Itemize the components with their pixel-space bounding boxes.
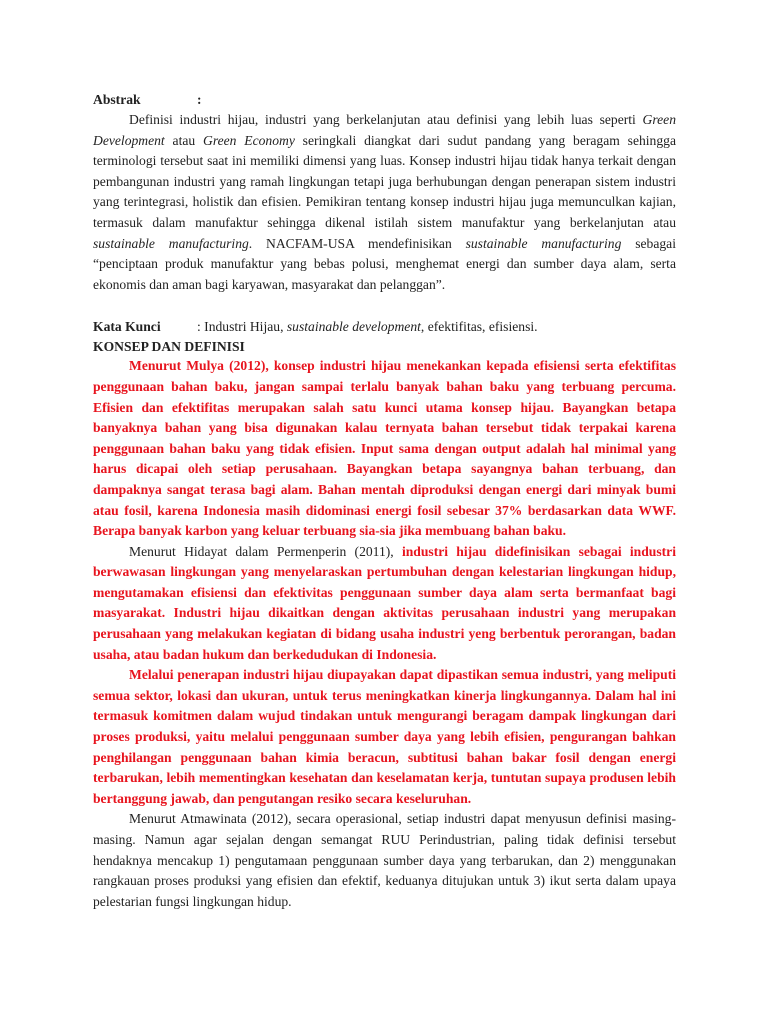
keywords-text-1: Industri Hijau, [200, 319, 287, 335]
paragraph-hidayat [93, 542, 676, 666]
section-title: KONSEP DAN DEFINISI [93, 339, 245, 355]
abstract-text-2: atau [164, 132, 203, 148]
paragraph-mulya: Menurut Mulya (2012), konsep industri hijau menekankan kepada efisiensi serta efektifitas penggunaan bahan baku, jangan sampai terlalu banyak bahan baku yang terbuang percuma. Efisien dan efektifitas merupakan salah satu kunci utama konsep hijau. Bayangkan betapa banyaknya bahan yang bisa digunakan kalau ternyata bahan tersebut tidak terpakai karena penggunaan bahan baku yang tidak efisien. Input sama dengan output adalah hal minimal yang harus dicapai oleh setiap perusahaan. Bayangkan betapa sayangnya bahan terbuang, dan dampaknya sangat terasa bagi alam. Bahan mentah diproduksi dengan energi dari minyak bumi atau fosil, karena Indonesia masih didominasi energi fosil sebesar 37% berdasarkan data WWF. Berapa banyak karbon yang keluar terbuang sia-sia jika membuang bahan baku. [93, 358, 676, 539]
keywords-colon: : [197, 319, 201, 335]
abstract-heading-row [93, 90, 676, 110]
keywords-text-2: , efektifitas, efisiensi. [420, 319, 538, 335]
abstract-text-1: Definisi industri hijau, industri yang berkelanjutan atau definisi yang lebih luas seperti [129, 112, 643, 127]
abstract-colon: : [197, 92, 202, 107]
keywords-term-sustainable-development: sustainable development [286, 319, 421, 335]
abstract-paragraph [93, 110, 676, 295]
paragraph-penerapan: Melalui penerapan industri hijau diupayakan dapat dipastikan semua industri, yang meliputi semua sektor, lokasi dan ukuran, untuk terus meningkatkan kinerja lingkungannya. Dalam hal ini termasuk komitmen dalam wujud tindakan untuk mengurangi beragam dampak lingkungan dari proses produksi, yaitu melalui penggunaan sumber daya yang lebih efisien, pengurangan bahkan penghilangan penggunaan bahan kimia beracun, subtitusi bahan bakar fosil dengan energi terbarukan, lebih mementingkan kesehatan dan keselamatan kerja, tuntutan supaya produsen lebih bertanggung jawab, dan pengutangan resiko secara keseluruhan. [93, 667, 676, 806]
abstract-term-green-economy: Green Economy [203, 132, 295, 148]
paragraph-atmawinata: Menurut Atmawinata (2012), secara operasional, setiap industri dapat menyusun definisi masing-masing. Namun agar sejalan dengan semangat RUU Perindustrian, paling tidak definisi tersebut hendaknya mencakup 1) pengutamaan penggunaan sumber daya yang terbarukan, dan 2) menggunakan rangkauan proses produksi yang efisien dan efektif, keduanya ditujukan untuk 3) ikut serta dalam upaya pelestarian fungsi lingkungan hidup. [93, 811, 676, 909]
paragraph-hidayat-citation: Menurut Hidayat dalam Permenperin (2011), [129, 543, 402, 559]
abstract-term-sustainable-manufacturing: sustainable manufacturing [93, 235, 249, 251]
keywords-values [197, 317, 538, 337]
document-content [93, 90, 676, 912]
spacer [93, 295, 676, 317]
abstract-text-3: seringkali diangkat dari sudut pandang yang beragam sehingga terminologi tersebut saat ini memiliki dimensi yang luas. Konsep industri hijau tidak hanya terkait dengan pembangunan industri yang ramah lingkungan tetapi juga berhubungan dengan penerapan sistem industri yang terintegrasi, holistik dan efisien. Pemikiran tentang konsep industri hijau juga memunculkan kajian, termasuk dalam manufaktur sehingga dikenal istilah sistem manufaktur yang berkelanjutan atau [93, 132, 676, 230]
abstract-text-5: sebagai “penciptaan produk manufaktur yang bebas polusi, menghemat energi dan sumber daya alam, serta ekonomis dan aman bagi karyawan, masyarakat dan pelanggan”. [93, 235, 676, 292]
abstract-term-sustainable-manufacturing-2: sustainable manufacturing [465, 235, 622, 251]
keywords-row [93, 317, 676, 337]
paragraph-hidayat-definition: industri hijau didefinisikan sebagai industri berwawasan lingkungan yang menyelaraskan pertumbuhan dengan kelestarian lingkungan hidup, mengutamakan efisiensi dan efektivitas penggunaan sumber daya alam serta bermanfaat bagi masyarakat. Industri hijau dikaitkan dengan aktivitas perusahaan industri yang merupakan perusahaan yang melakukan kegiatan di bidang usaha industri yeng berbentuk perorangan, badan usaha, atau badan hukum dan berkedudukan di Indonesia. [93, 543, 676, 662]
abstract-label: Abstrak [93, 92, 141, 107]
abstract-text-4: . NACFAM-USA mendefinisikan [248, 235, 466, 251]
abstract-term-green-development: Green Development [93, 112, 676, 148]
keywords-label: Kata Kunci [93, 319, 161, 335]
